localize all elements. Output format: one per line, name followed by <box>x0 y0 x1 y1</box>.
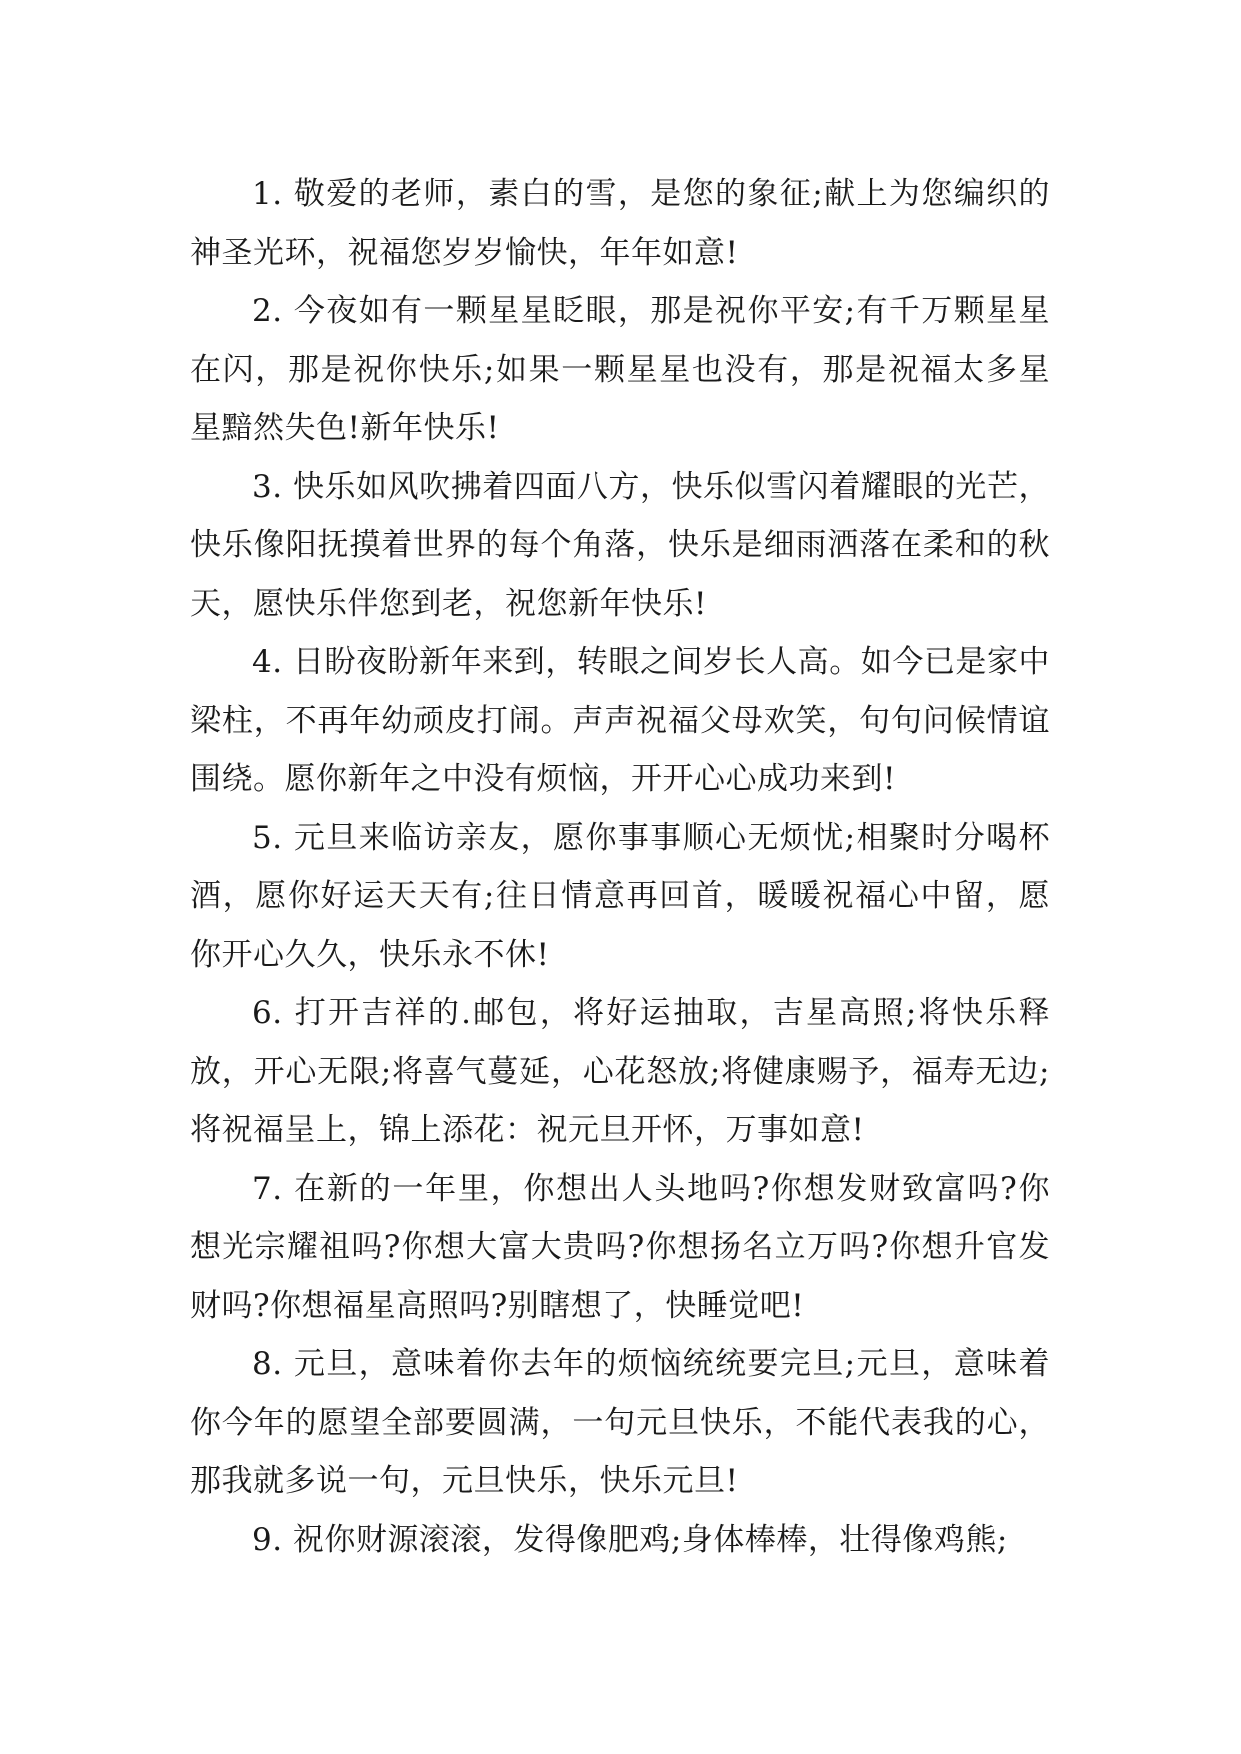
paragraph-4: 4. 日盼夜盼新年来到，转眼之间岁长人高。如今已是家中梁柱，不再年幼顽皮打闹。声声祝福父母欢笑，句句问候情谊围绕。愿你新年之中没有烦恼，开开心心成功来到! <box>190 644 1050 797</box>
paragraph-6: 6. 打开吉祥的.邮包，将好运抽取，吉星高照;将快乐释放，开心无限;将喜气蔓延，心花怒放;将健康赐予，福寿无边;将祝福呈上，锦上添花：祝元旦开怀，万事如意! <box>190 995 1050 1148</box>
paragraph-3: 3. 快乐如风吹拂着四面八方，快乐似雪闪着耀眼的光芒，快乐像阳抚摸着世界的每个角落，快乐是细雨洒落在柔和的秋天，愿快乐伴您到老，祝您新年快乐! <box>190 468 1050 622</box>
paragraph-9: 9. 祝你财源滚滚，发得像肥鸡;身体棒棒，壮得像鸡熊; <box>252 1521 1008 1558</box>
paragraph-2: 2. 今夜如有一颗星星眨眼，那是祝你平安;有千万颗星星在闪，那是祝你快乐;如果一颗星星也没有，那是祝福太多星星黯然失色!新年快乐! <box>190 293 1050 446</box>
document-body <box>190 165 1050 1569</box>
paragraph-7: 7. 在新的一年里，你想出人头地吗?你想发财致富吗?你想光宗耀祖吗?你想大富大贵吗?你想扬名立万吗?你想升官发财吗?你想福星高照吗?别瞎想了，快睡觉吧! <box>190 1170 1050 1324</box>
paragraph-8: 8. 元旦，意味着你去年的烦恼统统要完旦;元旦，意味着你今年的愿望全部要圆满，一句元旦快乐，不能代表我的心，那我就多说一句，元旦快乐，快乐元旦! <box>190 1346 1050 1499</box>
paragraph-1: 1. 敬爱的老师，素白的雪，是您的象征;献上为您编织的神圣光环，祝福您岁岁愉快，年年如意! <box>190 176 1050 271</box>
paragraph-5: 5. 元旦来临访亲友，愿你事事顺心无烦忧;相聚时分喝杯酒，愿你好运天天有;往日情意再回首，暖暖祝福心中留，愿你开心久久，快乐永不休! <box>190 819 1050 973</box>
